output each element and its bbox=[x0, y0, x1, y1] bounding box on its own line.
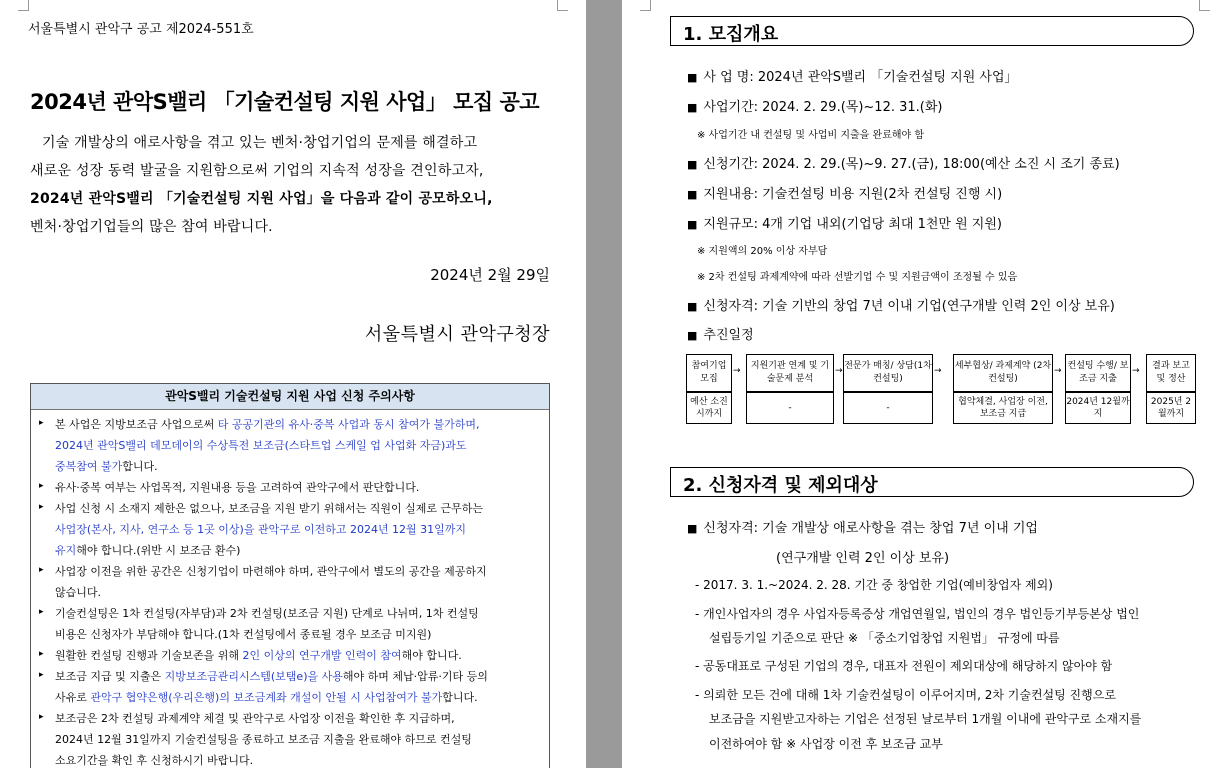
caution-line: 2024년 12월 31일까지 기술컨설팅을 종료하고 보조금 지출을 완료해야 하므로 컨설팅 bbox=[55, 733, 472, 746]
flow-arrow-icon: → bbox=[835, 366, 843, 376]
eligibility-dash: - 개인사업자의 경우 사업자등록증상 개업연월일, 법인의 경우 법인등기부등본상 법인 bbox=[695, 607, 1140, 621]
notice-date: 2024년 2월 29일 bbox=[430, 266, 550, 284]
section-title: 1. 모집개요 bbox=[683, 24, 779, 45]
caution-line: 중복참여 불가합니다. bbox=[55, 460, 158, 473]
page-corner-mark bbox=[1199, 0, 1210, 11]
flow-arrow-icon: → bbox=[934, 366, 942, 376]
square-bullet-icon: ■ bbox=[687, 522, 698, 535]
overview-note: ※ 사업기간 내 컨설팅 및 사업비 지출을 완료해야 함 bbox=[697, 130, 925, 141]
page-corner-mark bbox=[557, 0, 568, 11]
arrow-bullet-icon: ▸ bbox=[39, 565, 44, 575]
eligibility-dash: 설립등기일 기준으로 판단 ※ 「중소기업창업 지원법」 규정에 따름 bbox=[709, 631, 1060, 645]
schedule-step: 결과 보고 및 정산 bbox=[1146, 354, 1196, 392]
square-bullet-icon: ■ bbox=[687, 158, 698, 171]
schedule-step: 컨설팅 수행/ 보조금 지출 bbox=[1065, 354, 1131, 392]
intro-line: 기술 개발상의 애로사항을 겪고 있는 벤처·창업기업의 문제를 해결하고 bbox=[42, 135, 478, 151]
schedule-step-period: - bbox=[843, 392, 933, 424]
notice-number: 서울특별시 관악구 공고 제2024-551호 bbox=[28, 22, 254, 37]
overview-item: ■ 사업기간: 2024. 2. 29.(목)~12. 31.(화) bbox=[687, 100, 943, 115]
page-corner-mark bbox=[640, 0, 651, 11]
caution-line: 원활한 컨설팅 진행과 기술보존을 위해 2인 이상의 연구개발 인력이 참여해야 합니다. bbox=[55, 649, 462, 662]
eligibility-dash: - 의뢰한 모든 건에 대해 1차 기술컨설팅이 이루어지며, 2차 기술컨설팅 진행으로 bbox=[695, 688, 1116, 702]
arrow-bullet-icon: ▸ bbox=[39, 607, 44, 617]
overview-item: ■ 지원내용: 기술컨설팅 비용 지원(2차 컨설팅 진행 시) bbox=[687, 187, 1003, 202]
intro-line: 새로운 성장 동력 발굴을 지원함으로써 기업의 지속적 성장을 견인하고자, bbox=[30, 163, 484, 179]
overview-item: ■ 사 업 명: 2024년 관악S밸리 「기술컨설팅 지원 사업」 bbox=[687, 70, 1018, 85]
schedule-step-period: - bbox=[746, 392, 834, 424]
flow-arrow-icon: → bbox=[1054, 366, 1062, 376]
eligibility-sub: (연구개발 인력 2인 이상 보유) bbox=[776, 551, 950, 566]
flow-arrow-icon: → bbox=[733, 366, 741, 376]
caution-title: 관악S밸리 기술컨설팅 지원 사업 신청 주의사항 bbox=[31, 384, 549, 410]
overview-item: ■ 지원규모: 4개 기업 내외(기업당 최대 1천만 원 지원) bbox=[687, 217, 1003, 232]
schedule-step: 참여기업 모집 bbox=[686, 354, 732, 392]
arrow-bullet-icon: ▸ bbox=[39, 481, 44, 491]
eligibility-dash: 이전하여야 함 ※ 사업장 이전 후 보조금 교부 bbox=[709, 737, 943, 751]
caution-line: 보조금 지급 및 지출은 지방보조금관리시스템(보탬e)을 사용해야 하며 체납·압류·기타 등의 bbox=[55, 670, 488, 683]
caution-line: 사업장(본사, 지사, 연구소 등 1곳 이상)을 관악구로 이전하고 2024년 12월 31일까지 bbox=[55, 523, 467, 536]
caution-line: 2024년 관악S밸리 데모데이의 수상특전 보조금(스타트업 스케일 업 사업화 자금)과도 bbox=[55, 439, 467, 452]
document-title: 2024년 관악S밸리 「기술컨설팅 지원 사업」 모집 공고 bbox=[30, 90, 540, 114]
schedule-step: 세부협상/ 과제계약 (2차 컨설팅) bbox=[953, 354, 1053, 392]
overview-note: ※ 지원액의 20% 이상 자부담 bbox=[697, 246, 828, 257]
flow-arrow-icon: → bbox=[1132, 366, 1140, 376]
caution-line: 유사·중복 여부는 사업목적, 지원내용 등을 고려하여 관악구에서 판단합니다. bbox=[55, 481, 420, 494]
arrow-bullet-icon: ▸ bbox=[39, 670, 44, 680]
section-heading-eligibility bbox=[670, 467, 1194, 497]
schedule-step-period: 2025년 2월까지 bbox=[1146, 392, 1196, 424]
square-bullet-icon: ■ bbox=[687, 329, 698, 342]
eligibility-item: ■ 신청자격: 기술 개발상 애로사항을 겪는 창업 7년 이내 기업 bbox=[687, 521, 1038, 536]
caution-line: 유지해야 합니다.(위반 시 보조금 환수) bbox=[55, 544, 241, 557]
square-bullet-icon: ■ bbox=[687, 101, 698, 114]
intro-line: 벤처·창업기업들의 많은 참여 바랍니다. bbox=[30, 219, 273, 235]
arrow-bullet-icon: ▸ bbox=[39, 418, 44, 428]
caution-line: 보조금은 2차 컨설팅 과제계약 체결 및 관악구로 사업장 이전을 확인한 후 지급하며, bbox=[55, 712, 455, 725]
schedule-step-period: 협약체결, 사업장 이전, 보조금 지급 bbox=[953, 392, 1053, 424]
issuer: 서울특별시 관악구청장 bbox=[364, 324, 550, 345]
caution-line: 비용은 신청자가 부담해야 합니다.(1차 컨설팅에서 종료될 경우 보조금 미지원) bbox=[55, 628, 432, 641]
schedule-step-period: 예산 소진 시까지 bbox=[686, 392, 732, 424]
caution-line: 사업 신청 시 소재지 제한은 없으나, 보조금을 지원 받기 위해서는 직원이 실제로 근무하는 bbox=[55, 502, 483, 515]
square-bullet-icon: ■ bbox=[687, 188, 698, 201]
section-title: 2. 신청자격 및 제외대상 bbox=[683, 475, 878, 496]
caution-box bbox=[30, 383, 550, 768]
caution-line: 본 사업은 지방보조금 사업으로써 타 공공기관의 유사·중복 사업과 동시 참여가 불가하며, bbox=[55, 418, 480, 431]
overview-item: ■ 신청자격: 기술 기반의 창업 7년 이내 기업(연구개발 인력 2인 이상 보유) bbox=[687, 299, 1115, 314]
square-bullet-icon: ■ bbox=[687, 218, 698, 231]
square-bullet-icon: ■ bbox=[687, 300, 698, 313]
schedule-step-period: 2024년 12월까지 bbox=[1065, 392, 1131, 424]
intro-line: 2024년 관악S밸리 「기술컨설팅 지원 사업」을 다음과 같이 공모하오니, bbox=[30, 191, 493, 207]
arrow-bullet-icon: ▸ bbox=[39, 649, 44, 659]
square-bullet-icon: ■ bbox=[687, 71, 698, 84]
arrow-bullet-icon: ▸ bbox=[39, 712, 44, 722]
caution-line: 사유로 관악구 협약은행(우리은행)의 보조금계좌 개설이 안될 시 사업참여가 불가합니다. bbox=[55, 691, 478, 704]
schedule-step: 지원기관 연계 및 기술문제 분석 bbox=[746, 354, 834, 392]
eligibility-dash: - 공동대표로 구성된 기업의 경우, 대표자 전원이 제외대상에 해당하지 않아야 함 bbox=[695, 659, 1113, 673]
eligibility-dash: 보조금을 지원받고자하는 기업은 선정된 날로부터 1개월 이내에 관악구로 소재지를 bbox=[709, 712, 1142, 726]
section-heading-overview bbox=[670, 16, 1194, 46]
caution-line: 사업장 이전을 위한 공간은 신청기업이 마련해야 하며, 관악구에서 별도의 공간을 제공하지 bbox=[55, 565, 487, 578]
eligibility-dash: - 2017. 3. 1.~2024. 2. 28. 기간 중 창업한 기업(예비창업자 제외) bbox=[695, 578, 1053, 592]
caution-line: 기술컨설팅은 1차 컨설팅(자부담)과 2차 컨설팅(보조금 지원) 단계로 나뉘며, 1차 컨설팅 bbox=[55, 607, 479, 620]
caution-line: 소요기간을 확인 후 신청하시기 바랍니다. bbox=[55, 754, 254, 767]
overview-item: ■ 추진일정 bbox=[687, 328, 754, 343]
overview-item: ■ 신청기간: 2024. 2. 29.(목)~9. 27.(금), 18:00(예산 소진 시 조기 종료) bbox=[687, 157, 1120, 172]
page-corner-mark bbox=[18, 0, 29, 11]
overview-note: ※ 2차 컨설팅 과제계약에 따라 선발기업 수 및 지원금액이 조정될 수 있음 bbox=[697, 272, 1018, 283]
arrow-bullet-icon: ▸ bbox=[39, 502, 44, 512]
schedule-step: 전문가 매칭/ 상담(1차 컨설팅) bbox=[843, 354, 933, 392]
caution-line: 않습니다. bbox=[55, 586, 102, 599]
left-page bbox=[0, 0, 586, 768]
